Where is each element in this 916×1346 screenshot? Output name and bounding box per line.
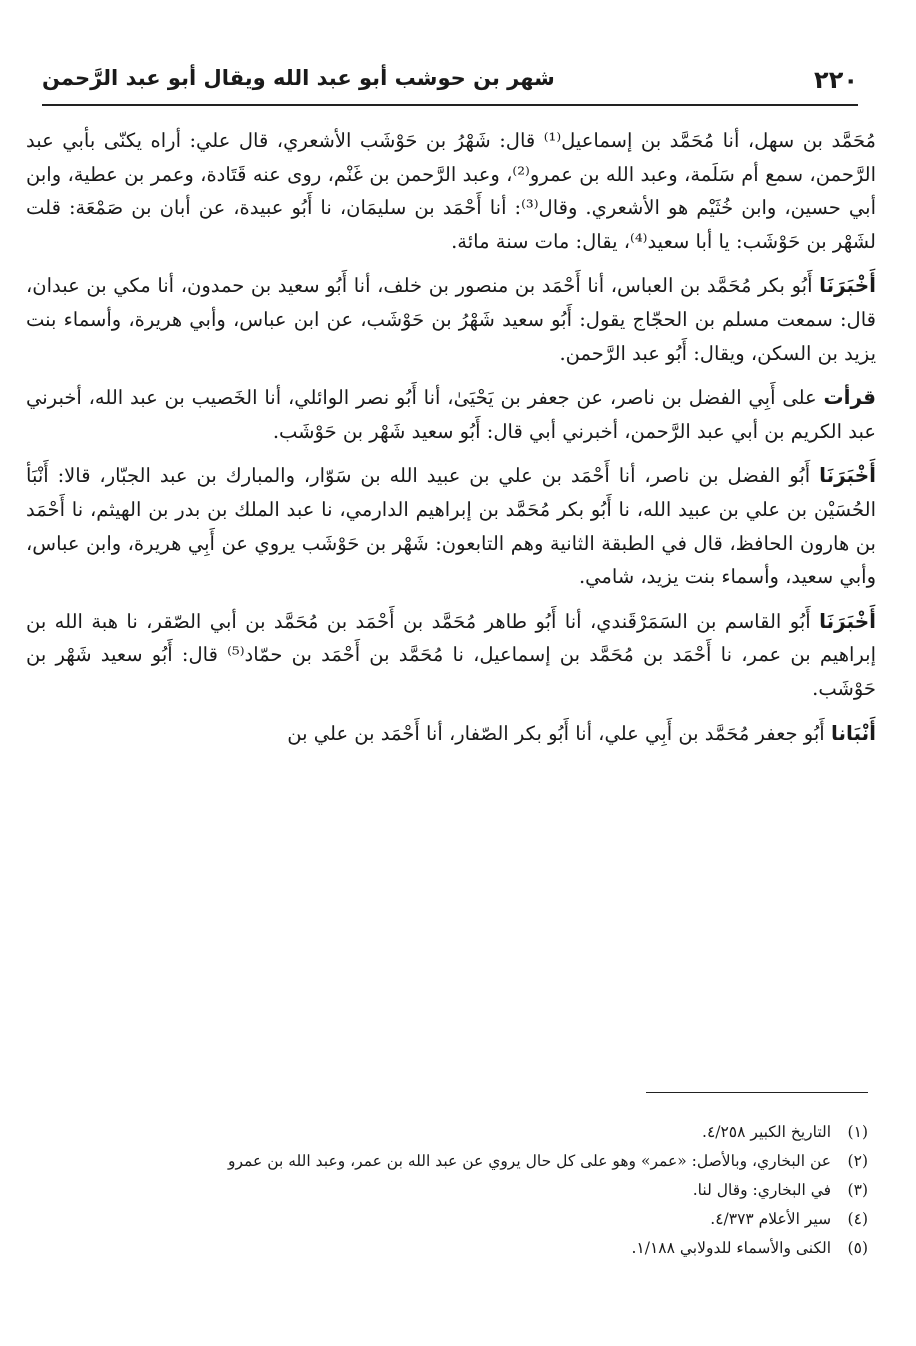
footnote-number: (٢) [847,1152,868,1170]
paragraph [26,381,876,448]
footnote [40,1205,868,1234]
footnote-number: (١) [847,1123,868,1141]
paragraph-text: على أَبِي الفضل بن ناصر، عن جعفر بن يَحْيَىٰ، أنا أَبُو نصر الوائلي، أنا الخَصيب بن عبد الله، أخبرني عبد الكريم بن أبي عبد الرَّحمن، أخبرني أبي قال: أَبُو سعيد شَهْر بن حَوْشَب. [26,386,876,443]
paragraph [26,124,876,258]
page-header [42,64,858,106]
paragraph [26,459,876,593]
footnotes [40,1118,868,1263]
running-title: شهر بن حوشب أبو عبد الله ويقال أبو عبد الرَّحمن [42,66,555,90]
footnote-number: (٤) [847,1210,868,1228]
paragraph-text: مُحَمَّد بن سهل، أنا مُحَمَّد بن إسماعيل⁽¹⁾ قال: شَهْرُ بن حَوْشَب الأشعري، قال علي: أراه يكنّى بأبي عبد الرَّحمن، سمع أم سَلَمة، وعبد الله بن عمرو⁽²⁾، وعبد الرَّحمن بن غَنْم، روى عنه قَتَادة، وعمر بن عطية، وابن أبي حسين، وابن خُثَيْم هو الأشعري. وقال⁽³⁾: أنا أَحْمَد بن سليمَان، نا أَبُو عبيدة، عن أبان بن صَمْعَة: قلت لشَهْر بن حَوْشَب: يا أبا سعيد⁽⁴⁾، يقال: مات سنة مائة. [26,129,876,253]
paragraph-text: أَبُو بكر مُحَمَّد بن العباس، أنا أَحْمَد بن منصور بن خلف، أنا أَبُو سعيد بن حمدون، أنا مكي بن عبدان، قال: سمعت مسلم بن الحجّاج يقول: أَبُو سعيد شَهْرُ بن حَوْشَب، عن ابن عباس، وأبي هريرة، وأسماء بنت يزيد بن السكن، ويقال: أَبُو عبد الرَّحمن. [26,274,876,365]
footnote-text: عن البخاري، وبالأصل: «عمر» وهو على كل حال يروي عن عبد الله بن عمر، وعبد الله بن عمرو [228,1152,832,1170]
paragraph-lead: أَخْبَرَنَا [819,273,876,298]
paragraph-lead: أَنْبَانا [830,720,876,745]
footnote [40,1147,868,1176]
footnote-text: سير الأعلام ٤/٣٧٣. [710,1210,832,1228]
paragraph-lead: أَخْبَرَنَا [819,608,876,633]
footnote-text: في البخاري: وقال لنا. [692,1181,832,1199]
paragraph-lead: قرأت [823,385,876,410]
paragraph [26,717,876,751]
footnote-number: (٣) [847,1181,868,1199]
paragraph [26,269,876,370]
footnote-text: التاريخ الكبير ٤/٢٥٨. [702,1123,832,1141]
footnote [40,1234,868,1263]
paragraph-text: أَبُو القاسم بن السَمَرْقَندي، أنا أَبُو طاهر مُحَمَّد بن أَحْمَد بن مُحَمَّد بن أبي الصّقر، نا هبة الله بن إبراهيم بن عمر، نا أَحْمَد بن مُحَمَّد بن إسماعيل، نا مُحَمَّد بن أَحْمَد بن حمّاد⁽⁵⁾ قال: أَبُو سعيد شَهْر بن حَوْشَب. [26,609,876,700]
paragraph-text: أَبُو الفضل بن ناصر، أنا أَحْمَد بن علي بن عبيد الله بن سَوّار، والمبارك بن عبد الجبّار، قالا: أَنْبَأ الحُسَيْن بن علي بن عبيد الله، نا أَبُو بكر مُحَمَّد بن إبراهيم الدارمي، نا عبد الملك بن بدر بن الهيثم، نا أَحْمَد بن هارون الحافظ، قال في الطبقة الثانية وهم التابعون: شَهْر بن حَوْشَب يروي عن أَبِي هريرة، وابن عباس، وأبي سعيد، وأسماء بنت يزيد، شامي. [26,464,876,589]
paragraph-lead: أَخْبَرَنَا [819,463,876,488]
main-text [26,124,876,761]
footnote-divider [646,1092,868,1093]
footnote [40,1176,868,1205]
paragraph [26,605,876,706]
paragraph-text: أَبُو جعفر مُحَمَّد بن أَبِي علي، أنا أَبُو بكر الصّفار، أنا أَحْمَد بن علي بن [287,721,831,745]
footnote-number: (٥) [847,1239,868,1257]
footnote [40,1118,868,1147]
page-number: ٢٢٠ [814,66,858,94]
footnote-text: الكنى والأسماء للدولابي ١/١٨٨. [631,1239,832,1257]
